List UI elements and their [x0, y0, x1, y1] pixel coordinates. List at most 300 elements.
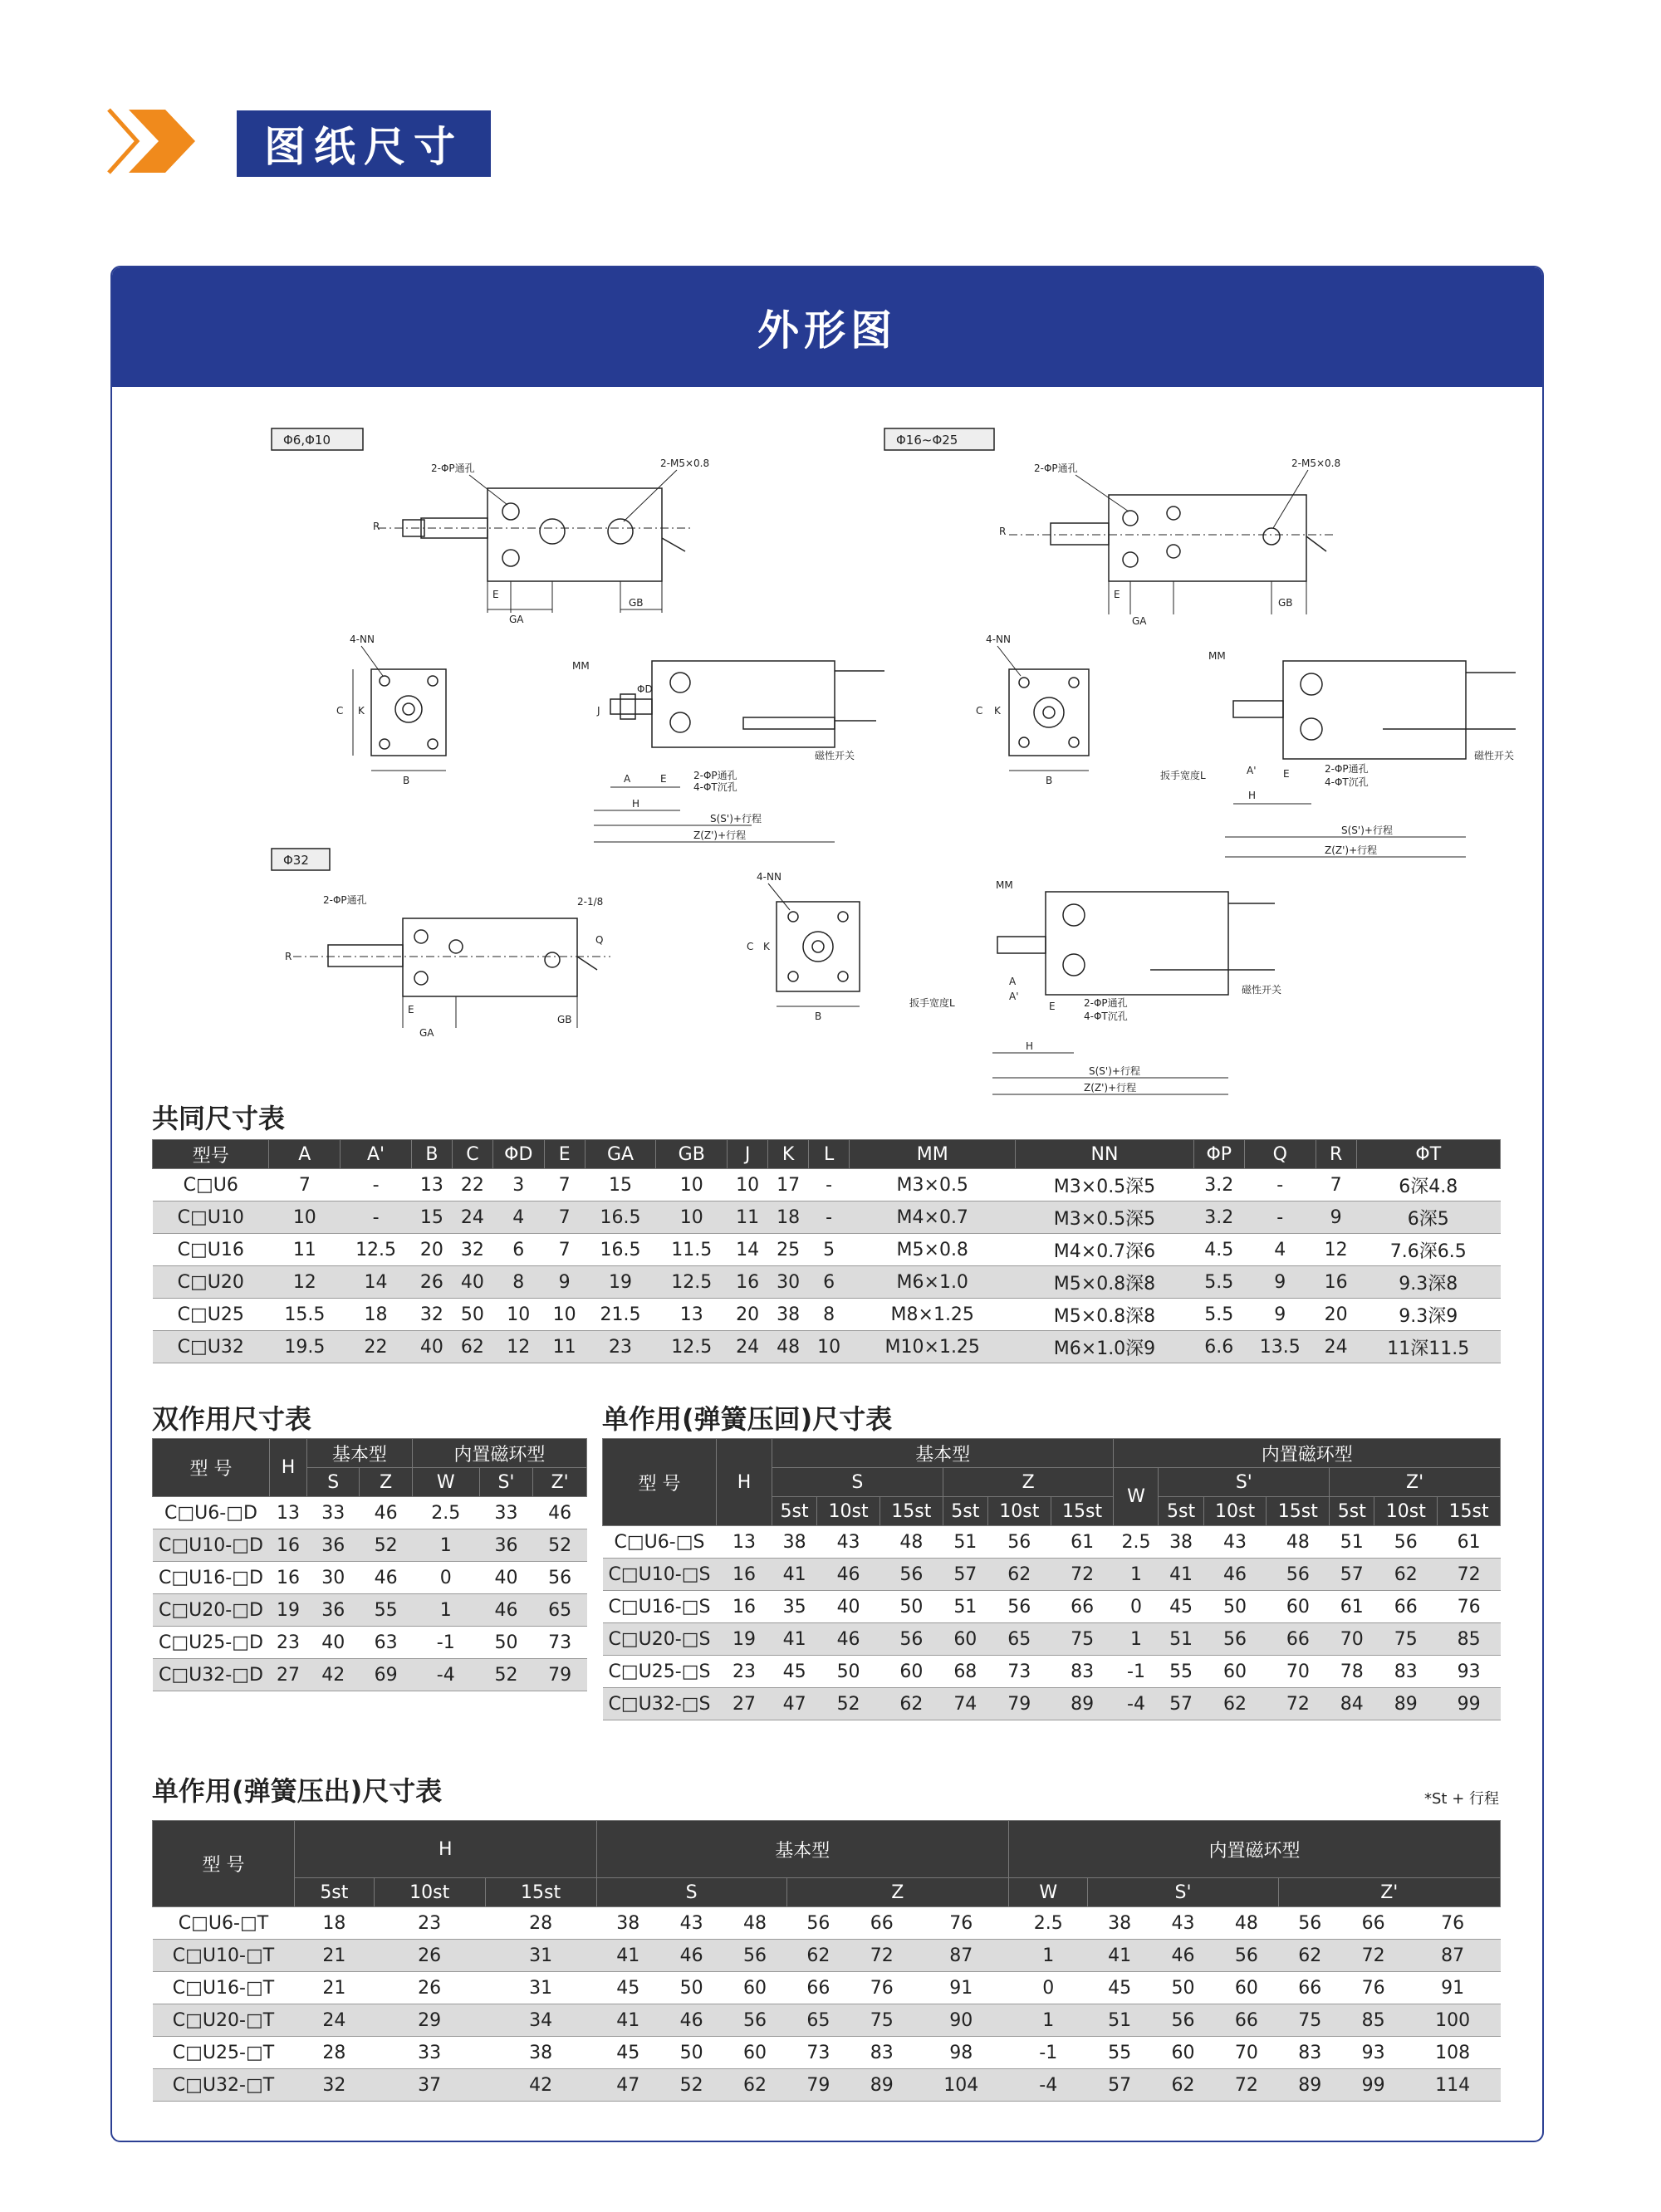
table-cell: 35 [772, 1591, 817, 1623]
table-cell: 1 [412, 1529, 479, 1562]
table-cell: 3 [492, 1169, 544, 1201]
table-cell: 65 [533, 1594, 587, 1627]
svg-text:A': A' [1009, 991, 1019, 1002]
table-cell: 37 [374, 2069, 485, 2102]
table-cell: 61 [1438, 1526, 1501, 1559]
table-row [153, 1497, 587, 1529]
col-stroke: 10st [1203, 1497, 1267, 1526]
table-cell: 57 [943, 1559, 987, 1591]
table-cell: 84 [1330, 1688, 1374, 1720]
table-cell: 25 [768, 1234, 809, 1266]
table-cell: 30 [307, 1562, 360, 1594]
svg-text:C: C [336, 705, 344, 717]
svg-text:2-1/8: 2-1/8 [577, 896, 604, 908]
table-cell: C□U20 [153, 1266, 269, 1299]
svg-text:B: B [403, 775, 410, 786]
table-cell: 70 [1330, 1623, 1374, 1656]
table-cell: 75 [1278, 2004, 1341, 2037]
table-cell: 23 [270, 1627, 307, 1659]
table-cell: 23 [585, 1331, 656, 1363]
svg-text:2-M5×0.8: 2-M5×0.8 [660, 458, 710, 469]
col-Zp: Z' [1330, 1468, 1501, 1497]
table-cell: 62 [987, 1559, 1051, 1591]
table-cell: 26 [411, 1266, 452, 1299]
table-cell: 52 [659, 2069, 723, 2102]
table-cell: 72 [850, 1940, 914, 1972]
table-cell: 3.2 [1193, 1169, 1244, 1201]
table-cell: 56 [879, 1559, 943, 1591]
table-cell: M3×0.5深5 [1016, 1201, 1193, 1234]
col-model: 型 号 [153, 1821, 295, 1907]
table-cell: 16 [728, 1266, 768, 1299]
table-cell: -4 [1114, 1688, 1159, 1720]
svg-text:Φ32: Φ32 [283, 853, 309, 868]
table-cell: 10 [809, 1331, 850, 1363]
table-cell: 1 [412, 1594, 479, 1627]
table-cell: 60 [723, 2037, 786, 2069]
table-cell: 40 [452, 1266, 492, 1299]
table-cell: 23 [717, 1656, 772, 1688]
table-cell: 46 [817, 1623, 880, 1656]
table-cell: 73 [533, 1627, 587, 1659]
svg-text:2-ΦP通孔: 2-ΦP通孔 [1084, 997, 1128, 1009]
svg-text:4-NN: 4-NN [757, 871, 782, 883]
table-cell: 69 [360, 1659, 412, 1691]
svg-text:Φ6,Φ10: Φ6,Φ10 [283, 433, 331, 448]
table-cell: 9 [1244, 1266, 1316, 1299]
table-cell: C□U20-□D [153, 1594, 270, 1627]
col-Z: Z [786, 1878, 1008, 1907]
table-cell: 2.5 [1114, 1526, 1159, 1559]
table-cell: 32 [452, 1234, 492, 1266]
table-cell: 56 [1151, 2004, 1214, 2037]
table-cell: 83 [1278, 2037, 1341, 2069]
table-cell: 4 [492, 1201, 544, 1234]
table-cell: 19.5 [269, 1331, 341, 1363]
common-dimension-table [152, 1139, 1501, 1363]
svg-text:2-ΦP通孔: 2-ΦP通孔 [1325, 763, 1369, 775]
table-cell: 57 [1088, 2069, 1151, 2102]
table-cell: 56 [1374, 1526, 1438, 1559]
table-cell: 51 [1330, 1526, 1374, 1559]
table-cell: 11.5 [656, 1234, 728, 1266]
table-cell: 52 [360, 1529, 412, 1562]
table-row [603, 1559, 1501, 1591]
table-row [153, 2037, 1501, 2069]
table-cell: 51 [943, 1526, 987, 1559]
table-row [153, 2069, 1501, 2102]
col-magnet: 内置磁环型 [1114, 1439, 1501, 1468]
table-cell: 41 [772, 1559, 817, 1591]
col-Z: Z [943, 1468, 1114, 1497]
table-cell: 76 [1341, 1972, 1404, 2004]
col-header: A [269, 1140, 341, 1169]
table-cell: 76 [1405, 1907, 1501, 1940]
table-cell: 48 [723, 1907, 786, 1940]
table-cell: 28 [485, 1907, 596, 1940]
svg-text:R: R [999, 526, 1007, 537]
table-cell: 16 [717, 1559, 772, 1591]
svg-text:C: C [747, 941, 754, 952]
table-cell: 68 [943, 1656, 987, 1688]
col-stroke: 10st [817, 1497, 880, 1526]
table-cell: C□U20-□S [603, 1623, 717, 1656]
col-sub: S [307, 1468, 360, 1497]
table-cell: C□U10-□S [603, 1559, 717, 1591]
table-cell: M4×0.7 [850, 1201, 1016, 1234]
single-in-table-title: 单作用(弹簧压回)尺寸表 [602, 1403, 893, 1435]
col-magnet: 内置磁环型 [412, 1439, 586, 1468]
table-row [153, 1594, 587, 1627]
table-cell: 42 [307, 1659, 360, 1691]
table-cell: 40 [411, 1331, 452, 1363]
table-cell: 38 [1088, 1907, 1151, 1940]
svg-text:E: E [1049, 1001, 1056, 1012]
table-cell: 33 [374, 2037, 485, 2069]
table-cell: 78 [1330, 1656, 1374, 1688]
col-H: H [295, 1821, 597, 1878]
table-cell: 27 [717, 1688, 772, 1720]
table-cell: 46 [479, 1594, 533, 1627]
table-cell: 29 [374, 2004, 485, 2037]
table-cell: 46 [360, 1497, 412, 1529]
table-cell: 7 [544, 1201, 585, 1234]
table-cell: 83 [850, 2037, 914, 2069]
table-cell: 13 [411, 1169, 452, 1201]
single-spring-extend-table [152, 1820, 1501, 2102]
table-header-row [153, 1140, 1501, 1169]
table-cell: 10 [728, 1169, 768, 1201]
table-cell: 56 [723, 1940, 786, 1972]
svg-text:K: K [763, 941, 770, 952]
svg-text:扳手宽度L: 扳手宽度L [909, 997, 955, 1009]
table-cell: 72 [1267, 1688, 1330, 1720]
table-cell: 28 [295, 2037, 375, 2069]
table-cell: 4.5 [1193, 1234, 1244, 1266]
table-cell: 100 [1405, 2004, 1501, 2037]
table-cell: 46 [659, 1940, 723, 1972]
svg-text:Z(Z')+行程: Z(Z')+行程 [1084, 1082, 1137, 1094]
table-cell: 13.5 [1244, 1331, 1316, 1363]
table-cell: 66 [1278, 1972, 1341, 2004]
table-cell: 60 [1203, 1656, 1267, 1688]
svg-text:A: A [1009, 976, 1017, 987]
table-cell: 62 [1278, 1940, 1341, 1972]
table-cell: C□U6 [153, 1169, 269, 1201]
table-cell: C□U16-□D [153, 1562, 270, 1594]
table-row [153, 1907, 1501, 1940]
table-cell: -4 [412, 1659, 479, 1691]
table-cell: 43 [1203, 1526, 1267, 1559]
table-cell: 12 [492, 1331, 544, 1363]
table-cell: 62 [786, 1940, 850, 1972]
table-cell: 16.5 [585, 1201, 656, 1234]
col-basic: 基本型 [307, 1439, 413, 1468]
table-cell: 55 [360, 1594, 412, 1627]
svg-text:4-ΦT沉孔: 4-ΦT沉孔 [1084, 1011, 1128, 1022]
col-sub: S' [479, 1468, 533, 1497]
table-cell: 66 [1341, 1907, 1404, 1940]
table-cell: 9 [1244, 1299, 1316, 1331]
svg-text:R: R [285, 951, 292, 962]
drawing-label-phi32 [272, 849, 330, 870]
table-cell: M6×1.0 [850, 1266, 1016, 1299]
table-cell: 89 [1278, 2069, 1341, 2102]
table-cell: 6深4.8 [1356, 1169, 1500, 1201]
table-cell: 60 [1151, 2037, 1214, 2069]
col-stroke: 15st [1438, 1497, 1501, 1526]
table-cell: 47 [596, 2069, 659, 2102]
table-cell: 17 [768, 1169, 809, 1201]
table-row [603, 1623, 1501, 1656]
table-cell: 41 [596, 1940, 659, 1972]
single-out-table-title: 单作用(弹簧压出)尺寸表 [152, 1775, 443, 1807]
svg-text:2-ΦP通孔: 2-ΦP通孔 [1034, 462, 1078, 474]
table-cell: 6深5 [1356, 1201, 1500, 1234]
table-cell: 10 [492, 1299, 544, 1331]
table-cell: 7 [1316, 1169, 1356, 1201]
single-spring-return-table [602, 1438, 1501, 1720]
table-cell: 26 [374, 1972, 485, 2004]
table-cell: 7 [269, 1169, 341, 1201]
table-cell: 79 [987, 1688, 1051, 1720]
col-stroke: 10st [987, 1497, 1051, 1526]
table-row [603, 1591, 1501, 1623]
svg-text:Z(Z')+行程: Z(Z')+行程 [693, 830, 747, 841]
svg-text:B: B [815, 1011, 822, 1022]
table-row [153, 1529, 587, 1562]
table-cell: 114 [1405, 2069, 1501, 2102]
table-cell: 12 [1316, 1234, 1356, 1266]
table-cell: 11 [728, 1201, 768, 1234]
table-cell: 93 [1438, 1656, 1501, 1688]
table-cell: 41 [596, 2004, 659, 2037]
table-cell: 61 [1330, 1591, 1374, 1623]
table-row [153, 1234, 1501, 1266]
table-cell: M3×0.5 [850, 1169, 1016, 1201]
table-cell: 12.5 [341, 1234, 412, 1266]
table-cell: 76 [914, 1907, 1009, 1940]
col-header: C [452, 1140, 492, 1169]
table-cell: -1 [412, 1627, 479, 1659]
col-basic: 基本型 [596, 1821, 1008, 1878]
table-cell: 52 [533, 1529, 587, 1562]
table-cell: 50 [452, 1299, 492, 1331]
svg-text:C: C [976, 705, 983, 717]
table-cell: 11 [269, 1234, 341, 1266]
top-view-phi16 [1160, 650, 1516, 857]
table-cell: 56 [723, 2004, 786, 2037]
table-cell: 3.2 [1193, 1201, 1244, 1234]
table-cell: 65 [987, 1623, 1051, 1656]
drawing-label-phi16-25 [884, 428, 994, 450]
col-header: ΦT [1356, 1140, 1500, 1169]
table-row [153, 1266, 1501, 1299]
table-cell: 15 [411, 1201, 452, 1234]
col-header: MM [850, 1140, 1016, 1169]
svg-text:4-NN: 4-NN [986, 634, 1011, 645]
table-cell: 12 [269, 1266, 341, 1299]
table-cell: 55 [1159, 1656, 1203, 1688]
table-cell: 6.6 [1193, 1331, 1244, 1363]
table-cell: 46 [817, 1559, 880, 1591]
front-view-phi16 [976, 634, 1089, 786]
table-cell: C□U10-□T [153, 1940, 295, 1972]
svg-text:K: K [994, 705, 1001, 717]
table-cell: C□U32-□D [153, 1659, 270, 1691]
table-cell: 56 [1215, 1940, 1278, 1972]
table-cell: 75 [1374, 1623, 1438, 1656]
table-row [153, 2004, 1501, 2037]
col-header: Q [1244, 1140, 1316, 1169]
table-cell: 16 [1316, 1266, 1356, 1299]
table-cell: 15.5 [269, 1299, 341, 1331]
table-cell: 20 [728, 1299, 768, 1331]
table-cell: C□U32-□S [603, 1688, 717, 1720]
col-Zp: Z' [1278, 1878, 1500, 1907]
table-cell: 56 [987, 1526, 1051, 1559]
table-cell: 48 [768, 1331, 809, 1363]
svg-text:A: A [624, 773, 631, 785]
table-cell: 48 [1267, 1526, 1330, 1559]
table-cell: 76 [1438, 1591, 1501, 1623]
table-cell: 24 [295, 2004, 375, 2037]
table-cell: 85 [1341, 2004, 1404, 2037]
table-cell: 2.5 [1009, 1907, 1088, 1940]
svg-text:2-ΦP通孔: 2-ΦP通孔 [431, 462, 475, 474]
table-cell: 43 [659, 1907, 723, 1940]
table-cell: 62 [723, 2069, 786, 2102]
col-stroke: 15st [485, 1878, 596, 1907]
table-cell: 99 [1438, 1688, 1501, 1720]
table-cell: 7 [544, 1169, 585, 1201]
table-cell: 4 [1244, 1234, 1316, 1266]
table-row [153, 1627, 587, 1659]
table-row [153, 1169, 1501, 1201]
table-cell: 72 [1051, 1559, 1114, 1591]
col-stroke: 5st [1330, 1497, 1374, 1526]
table-cell: 46 [1203, 1559, 1267, 1591]
side-view-phi6 [373, 458, 709, 625]
table-cell: 24 [728, 1331, 768, 1363]
svg-text:E: E [492, 589, 499, 600]
svg-text:磁性开关: 磁性开关 [815, 750, 855, 761]
table-cell: C□U25-□S [603, 1656, 717, 1688]
table-cell: C□U20-□T [153, 2004, 295, 2037]
table-cell: 56 [786, 1907, 850, 1940]
svg-text:K: K [358, 705, 365, 717]
table-cell: 15 [585, 1169, 656, 1201]
table-cell: 73 [786, 2037, 850, 2069]
table-cell: 12.5 [656, 1266, 728, 1299]
svg-text:S(S')+行程: S(S')+行程 [1089, 1065, 1140, 1077]
table-cell: 57 [1330, 1559, 1374, 1591]
stroke-note: *St + 行程 [1424, 1790, 1500, 1808]
col-sub: Z [360, 1468, 412, 1497]
table-cell: 45 [1088, 1972, 1151, 2004]
table-row [153, 1201, 1501, 1234]
col-header: GB [656, 1140, 728, 1169]
table-cell: 0 [412, 1562, 479, 1594]
table-cell: C□U10-□D [153, 1529, 270, 1562]
table-cell: 87 [914, 1940, 1009, 1972]
svg-text:E: E [1114, 589, 1120, 600]
col-stroke: 10st [1374, 1497, 1438, 1526]
table-cell: 9.3深8 [1356, 1266, 1500, 1299]
table-cell: 36 [479, 1529, 533, 1562]
table-cell: C□U10 [153, 1201, 269, 1234]
col-Sp: S' [1159, 1468, 1330, 1497]
common-table-title: 共同尺寸表 [152, 1103, 286, 1134]
table-cell: 9 [544, 1266, 585, 1299]
col-stroke: 5st [772, 1497, 817, 1526]
col-header: R [1316, 1140, 1356, 1169]
table-cell: C□U25-□D [153, 1627, 270, 1659]
table-cell: 79 [533, 1659, 587, 1691]
table-cell: 72 [1215, 2069, 1278, 2102]
svg-text:2-ΦP通孔: 2-ΦP通孔 [693, 770, 737, 781]
svg-text:GB: GB [629, 597, 644, 609]
table-cell: M6×1.0深9 [1016, 1331, 1193, 1363]
outline-panel [110, 266, 1544, 2142]
col-Sp: S' [1088, 1878, 1278, 1907]
table-cell: 10 [544, 1299, 585, 1331]
table-cell: 60 [1215, 1972, 1278, 2004]
table-cell: 62 [452, 1331, 492, 1363]
table-cell: 8 [809, 1299, 850, 1331]
svg-text:2-ΦP通孔: 2-ΦP通孔 [323, 894, 367, 906]
col-H: H [717, 1439, 772, 1526]
table-cell: 14 [728, 1234, 768, 1266]
table-cell: 43 [1151, 1907, 1214, 1940]
table-cell: 52 [479, 1659, 533, 1691]
table-cell: 16.5 [585, 1234, 656, 1266]
table-cell: 40 [817, 1591, 880, 1623]
table-cell: 33 [307, 1497, 360, 1529]
table-cell: 56 [879, 1623, 943, 1656]
svg-text:4-ΦT沉孔: 4-ΦT沉孔 [693, 781, 737, 793]
svg-text:R: R [373, 521, 380, 532]
table-cell: 89 [1374, 1688, 1438, 1720]
svg-text:S(S')+行程: S(S')+行程 [710, 813, 762, 825]
table-row [153, 1562, 587, 1594]
col-header: E [544, 1140, 585, 1169]
table-cell: 48 [879, 1526, 943, 1559]
table-cell: 30 [768, 1266, 809, 1299]
page-title: 图纸尺寸 [237, 110, 491, 177]
col-stroke: 10st [374, 1878, 485, 1907]
table-cell: C□U6-□S [603, 1526, 717, 1559]
table-cell: 10 [269, 1201, 341, 1234]
table-cell: 66 [850, 1907, 914, 1940]
table-cell: 31 [485, 1940, 596, 1972]
table-cell: 99 [1341, 2069, 1404, 2102]
table-cell: 76 [850, 1972, 914, 2004]
svg-text:Z(Z')+行程: Z(Z')+行程 [1325, 844, 1378, 856]
table-cell: 74 [943, 1688, 987, 1720]
svg-text:GA: GA [419, 1027, 434, 1039]
table-cell: 73 [987, 1656, 1051, 1688]
side-view-phi16 [999, 458, 1340, 627]
table-cell: 45 [596, 2037, 659, 2069]
table-cell: C□U6-□D [153, 1497, 270, 1529]
svg-text:H: H [1248, 790, 1257, 801]
table-cell: -1 [1009, 2037, 1088, 2069]
table-cell: -4 [1009, 2069, 1088, 2102]
table-cell: 66 [1267, 1623, 1330, 1656]
table-cell: C□U16 [153, 1234, 269, 1266]
table-cell: 62 [1151, 2069, 1214, 2102]
